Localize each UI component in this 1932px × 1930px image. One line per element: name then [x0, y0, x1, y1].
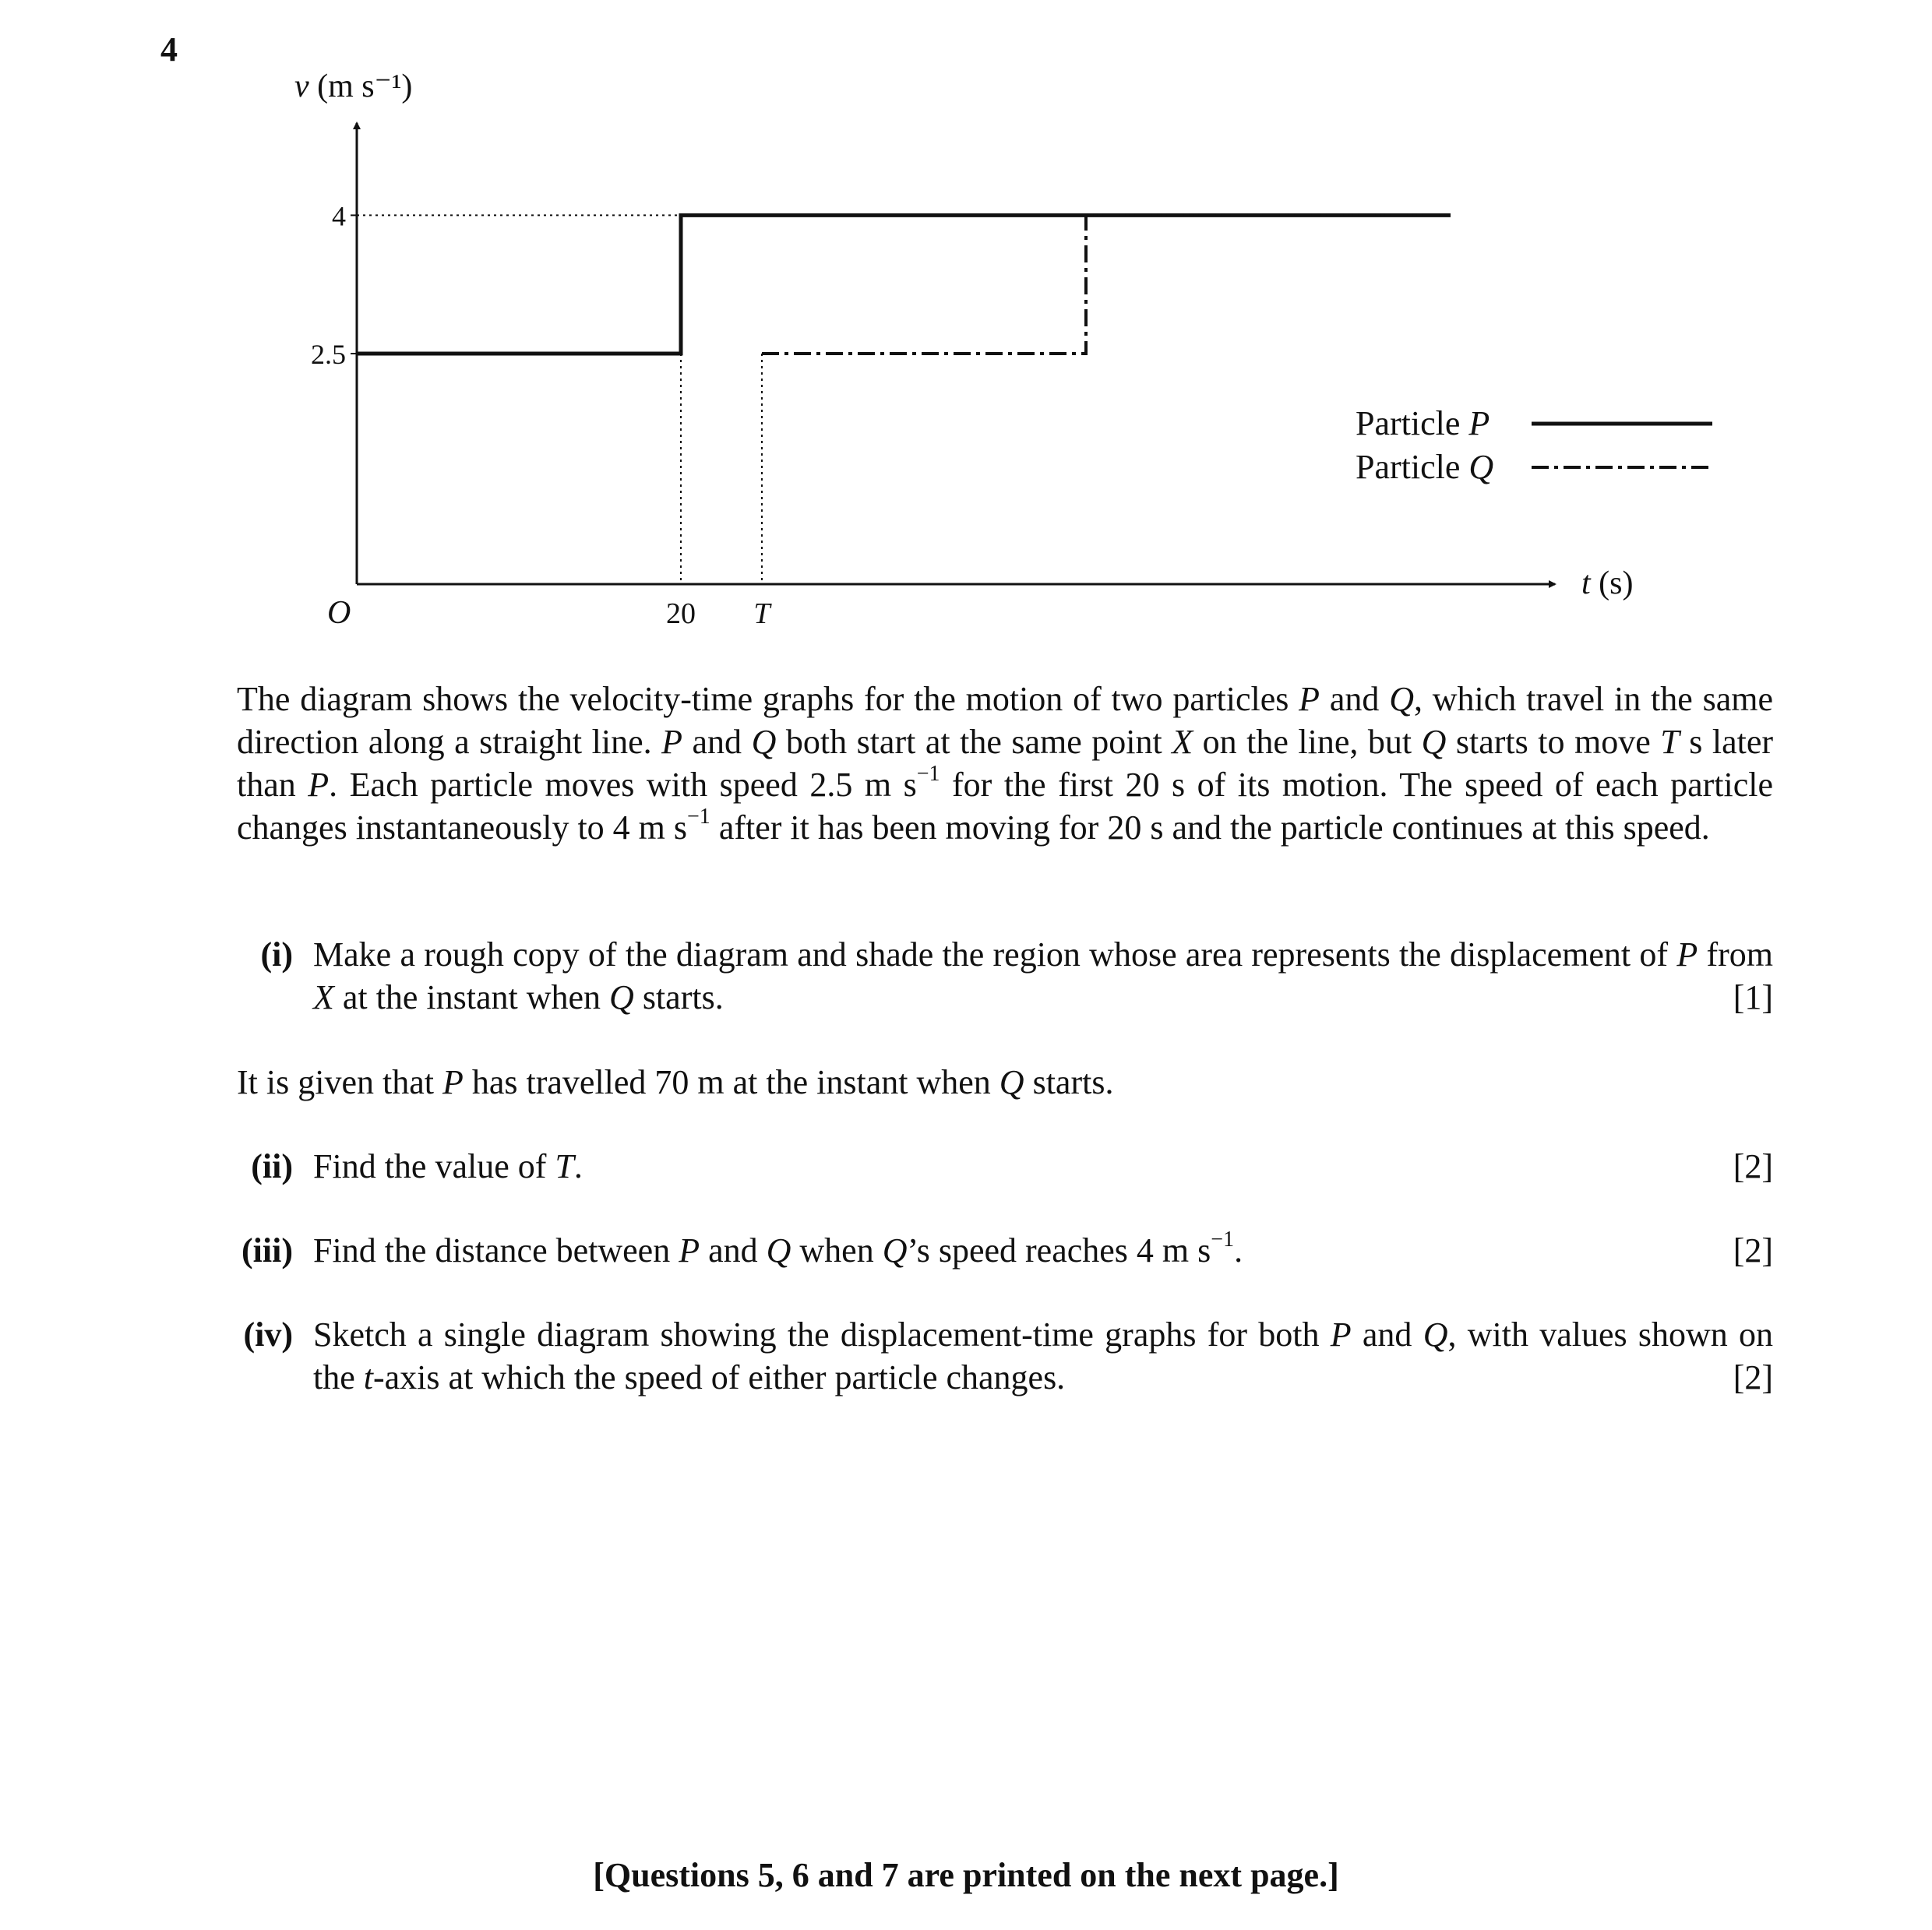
part-text — [313, 1313, 1773, 1399]
symbol-t: T — [555, 1147, 574, 1185]
part-text-run: when — [791, 1231, 883, 1270]
part-text-run: -axis at which the speed of either particle changes. — [373, 1358, 1066, 1396]
legend-label: Particle P — [1356, 404, 1490, 442]
symbol-q: Q — [999, 1063, 1024, 1101]
part-label: (ii) — [251, 1147, 293, 1185]
marks: [2] — [1733, 1231, 1773, 1270]
part-text-run: . — [1234, 1231, 1243, 1270]
symbol-q: Q — [1423, 1315, 1448, 1354]
symbol-q: Q — [882, 1231, 908, 1270]
intro-text: after it has been moving for 20 s and the particle continues at this speed. — [710, 808, 1710, 847]
symbol-t: T — [1660, 723, 1680, 761]
y-tick-label: 4 — [332, 200, 346, 232]
given-text — [237, 1061, 1773, 1104]
symbol-p: P — [1330, 1315, 1352, 1354]
part-text-run: Sketch a single diagram showing the displacement-time graphs for both — [313, 1315, 1331, 1354]
symbol-q: Q — [1421, 723, 1447, 761]
intro-text: . Each particle moves with speed 2.5 m s — [329, 766, 917, 804]
given-text-run: It is given that — [237, 1063, 442, 1101]
symbol-p: P — [1676, 935, 1698, 974]
x-axis-label: t (s) — [1581, 565, 1634, 601]
part-i — [237, 933, 1773, 1019]
part-iii — [237, 1229, 1773, 1272]
symbol-q: Q — [751, 723, 777, 761]
part-label: (iii) — [242, 1231, 293, 1270]
part-text-run: Find the value of — [313, 1147, 555, 1185]
symbol-q: Q — [766, 1231, 791, 1270]
intro-text: , which travel in the same direction along a straight line. — [237, 680, 1774, 761]
symbol-x: X — [313, 978, 334, 1016]
marks: [1] — [1733, 978, 1773, 1016]
part-ii — [237, 1145, 1773, 1188]
symbol-p: P — [308, 766, 330, 804]
intro-text: starts to move — [1446, 723, 1661, 761]
velocity-time-diagram — [0, 0, 1932, 639]
part-text-run: and — [700, 1231, 767, 1270]
series-line-particle-p — [357, 215, 1451, 354]
x-tick-label: T — [753, 597, 770, 630]
given-statement — [237, 1061, 1773, 1104]
superscript: −1 — [1211, 1227, 1235, 1252]
superscript: −1 — [687, 805, 710, 829]
symbol-p: P — [679, 1231, 700, 1270]
part-text-run: at the instant when — [333, 978, 610, 1016]
symbol-p: P — [1299, 680, 1320, 718]
intro-text: and — [1320, 680, 1390, 718]
part-text-run: from — [1698, 935, 1774, 974]
part-text-run: and — [1351, 1315, 1423, 1354]
symbol-q: Q — [1389, 680, 1414, 718]
intro-text: on the line, but — [1193, 723, 1422, 761]
legend-label: Particle Q — [1356, 448, 1494, 486]
superscript: −1 — [916, 762, 940, 787]
origin-label: O — [327, 595, 351, 631]
question-number: 4 — [160, 30, 178, 69]
symbol-p: P — [661, 723, 683, 761]
part-label: (iv) — [243, 1315, 293, 1354]
symbol-q: Q — [609, 978, 634, 1016]
marks: [2] — [1733, 1147, 1773, 1185]
part-text-run: Find the distance between — [313, 1231, 679, 1270]
part-text-run: ’s speed reaches 4 m s — [907, 1231, 1211, 1270]
part-text — [313, 933, 1773, 1019]
symbol-p: P — [442, 1063, 464, 1101]
intro-paragraph — [237, 678, 1773, 849]
part-label: (i) — [260, 935, 293, 974]
intro-text: and — [682, 723, 752, 761]
part-text-run: Make a rough copy of the diagram and shade the region whose area represents the displacement of — [313, 935, 1677, 974]
intro-text: for the first 20 s of its motion. The speed of each particle changes instantaneously to 4 m s — [237, 766, 1773, 847]
part-text-run: starts. — [633, 978, 724, 1016]
marks: [2] — [1733, 1358, 1773, 1396]
intro-text: s later than — [237, 723, 1774, 804]
series-line-particle-q — [762, 215, 1451, 354]
given-text-run: starts. — [1024, 1063, 1114, 1101]
y-axis-label: v (m s⁻¹) — [294, 69, 413, 104]
symbol-t-lower: t — [363, 1358, 373, 1396]
part-text-run: . — [573, 1147, 583, 1185]
intro-text: both start at the same point — [776, 723, 1172, 761]
y-tick-label: 2.5 — [311, 339, 346, 370]
part-iv — [237, 1313, 1773, 1399]
intro-text: The diagram shows the velocity-time graphs for the motion of two particles — [237, 680, 1299, 718]
symbol-x: X — [1172, 723, 1193, 761]
part-text-run: , with values shown on the — [313, 1315, 1774, 1396]
x-tick-label: 20 — [666, 597, 696, 630]
given-text-run: has travelled 70 m at the instant when — [463, 1063, 999, 1101]
part-text — [313, 1229, 1773, 1272]
part-text — [313, 1145, 1773, 1188]
footer-note: [Questions 5, 6 and 7 are printed on the next page.] — [593, 1856, 1339, 1894]
